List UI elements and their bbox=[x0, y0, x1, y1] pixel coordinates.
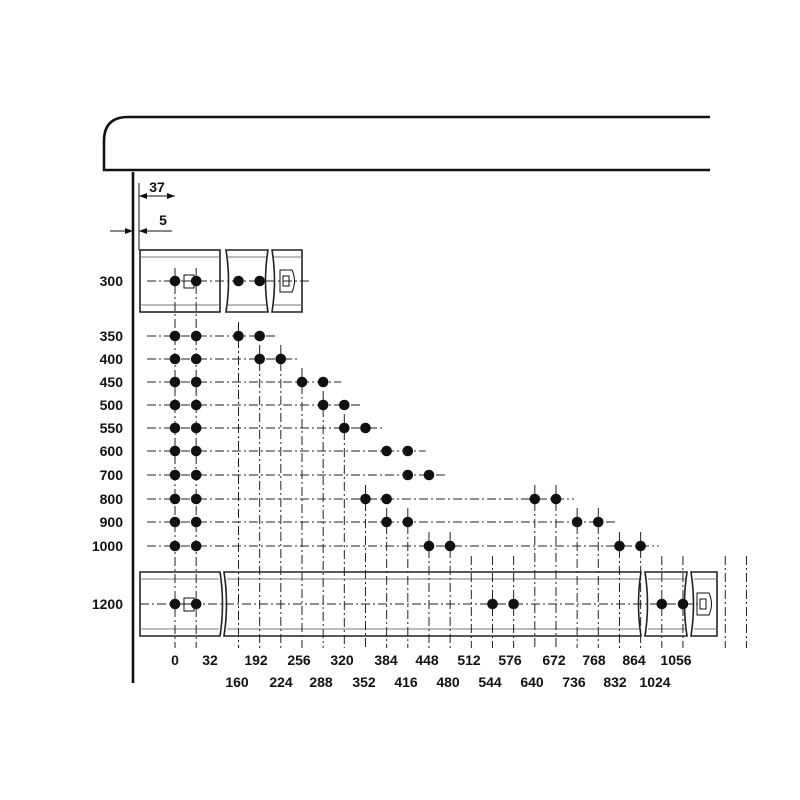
hole-450-32 bbox=[191, 377, 202, 388]
hole-350-96 bbox=[233, 331, 244, 342]
column-label-768: 768 bbox=[582, 652, 606, 668]
hole-1200-736 bbox=[657, 599, 668, 610]
column-label-864: 864 bbox=[622, 652, 646, 668]
row-label-350: 350 bbox=[99, 328, 123, 344]
column-labels bbox=[171, 652, 692, 690]
column-label-192: 192 bbox=[244, 652, 268, 668]
dimension-37 bbox=[139, 179, 175, 250]
row-label-900: 900 bbox=[99, 514, 123, 530]
row-label-600: 600 bbox=[99, 443, 123, 459]
hole-300-96 bbox=[233, 276, 244, 287]
hole-900-0 bbox=[170, 517, 181, 528]
row-label-1200: 1200 bbox=[91, 596, 123, 612]
hole-800-320 bbox=[381, 494, 392, 505]
hole-1200-480 bbox=[487, 599, 498, 610]
column-label-352: 352 bbox=[352, 674, 376, 690]
hole-700-0 bbox=[170, 470, 181, 481]
column-label-32: 32 bbox=[202, 652, 218, 668]
hole-700-352 bbox=[403, 470, 414, 481]
hole-550-288 bbox=[360, 423, 371, 434]
column-label-672: 672 bbox=[542, 652, 566, 668]
hole-400-128 bbox=[254, 354, 265, 365]
hole-1000-704 bbox=[635, 541, 646, 552]
hole-700-384 bbox=[424, 470, 435, 481]
hole-markers bbox=[170, 276, 689, 610]
column-label-416: 416 bbox=[394, 674, 418, 690]
hole-400-32 bbox=[191, 354, 202, 365]
hole-1200-768 bbox=[678, 599, 689, 610]
hole-900-640 bbox=[593, 517, 604, 528]
column-label-256: 256 bbox=[287, 652, 311, 668]
row-labels bbox=[92, 273, 123, 612]
column-label-288: 288 bbox=[309, 674, 333, 690]
hole-450-192 bbox=[297, 377, 308, 388]
column-label-1024: 1024 bbox=[639, 674, 671, 690]
hole-300-32 bbox=[191, 276, 202, 287]
hole-800-32 bbox=[191, 494, 202, 505]
hole-450-224 bbox=[318, 377, 329, 388]
column-label-1056: 1056 bbox=[660, 652, 692, 668]
hole-800-544 bbox=[530, 494, 541, 505]
hole-350-32 bbox=[191, 331, 202, 342]
hole-600-0 bbox=[170, 446, 181, 457]
hole-900-32 bbox=[191, 517, 202, 528]
hole-350-0 bbox=[170, 331, 181, 342]
hole-600-320 bbox=[381, 446, 392, 457]
hole-550-0 bbox=[170, 423, 181, 434]
hole-1200-512 bbox=[508, 599, 519, 610]
hole-1000-384 bbox=[424, 541, 435, 552]
dimension-5-label: 5 bbox=[159, 212, 167, 228]
hole-550-256 bbox=[339, 423, 350, 434]
hole-900-352 bbox=[403, 517, 414, 528]
hole-900-608 bbox=[572, 517, 583, 528]
column-label-512: 512 bbox=[457, 652, 481, 668]
hole-300-0 bbox=[170, 276, 181, 287]
column-label-544: 544 bbox=[478, 674, 502, 690]
column-label-320: 320 bbox=[330, 652, 354, 668]
hole-600-32 bbox=[191, 446, 202, 457]
row-label-1000: 1000 bbox=[91, 538, 123, 554]
hole-700-32 bbox=[191, 470, 202, 481]
hole-800-0 bbox=[170, 494, 181, 505]
column-label-480: 480 bbox=[436, 674, 460, 690]
hole-500-0 bbox=[170, 400, 181, 411]
row-label-400: 400 bbox=[99, 351, 123, 367]
cabinet-top-panel bbox=[104, 117, 710, 170]
row-label-500: 500 bbox=[99, 397, 123, 413]
hole-1000-416 bbox=[445, 541, 456, 552]
dimension-5 bbox=[110, 212, 172, 234]
hole-450-0 bbox=[170, 377, 181, 388]
row-label-550: 550 bbox=[99, 420, 123, 436]
hole-1200-32 bbox=[191, 599, 202, 610]
hole-550-32 bbox=[191, 423, 202, 434]
column-label-640: 640 bbox=[520, 674, 544, 690]
column-label-576: 576 bbox=[498, 652, 522, 668]
column-label-448: 448 bbox=[415, 652, 439, 668]
column-label-384: 384 bbox=[374, 652, 398, 668]
dimension-37-label: 37 bbox=[149, 179, 165, 195]
hole-500-256 bbox=[339, 400, 350, 411]
column-label-0: 0 bbox=[171, 652, 179, 668]
hole-900-320 bbox=[381, 517, 392, 528]
hole-300-128 bbox=[254, 276, 265, 287]
hole-400-0 bbox=[170, 354, 181, 365]
hole-800-576 bbox=[551, 494, 562, 505]
column-label-736: 736 bbox=[562, 674, 586, 690]
hole-1000-0 bbox=[170, 541, 181, 552]
hole-400-160 bbox=[276, 354, 287, 365]
hole-350-128 bbox=[254, 331, 265, 342]
column-label-832: 832 bbox=[603, 674, 627, 690]
hole-600-352 bbox=[403, 446, 414, 457]
hole-1200-0 bbox=[170, 599, 181, 610]
hole-500-224 bbox=[318, 400, 329, 411]
hole-800-288 bbox=[360, 494, 371, 505]
column-label-224: 224 bbox=[269, 674, 293, 690]
hole-1000-672 bbox=[614, 541, 625, 552]
row-label-800: 800 bbox=[99, 491, 123, 507]
hole-500-32 bbox=[191, 400, 202, 411]
column-label-160: 160 bbox=[225, 674, 249, 690]
row-label-300: 300 bbox=[99, 273, 123, 289]
hole-1000-32 bbox=[191, 541, 202, 552]
row-label-450: 450 bbox=[99, 374, 123, 390]
row-label-700: 700 bbox=[99, 467, 123, 483]
